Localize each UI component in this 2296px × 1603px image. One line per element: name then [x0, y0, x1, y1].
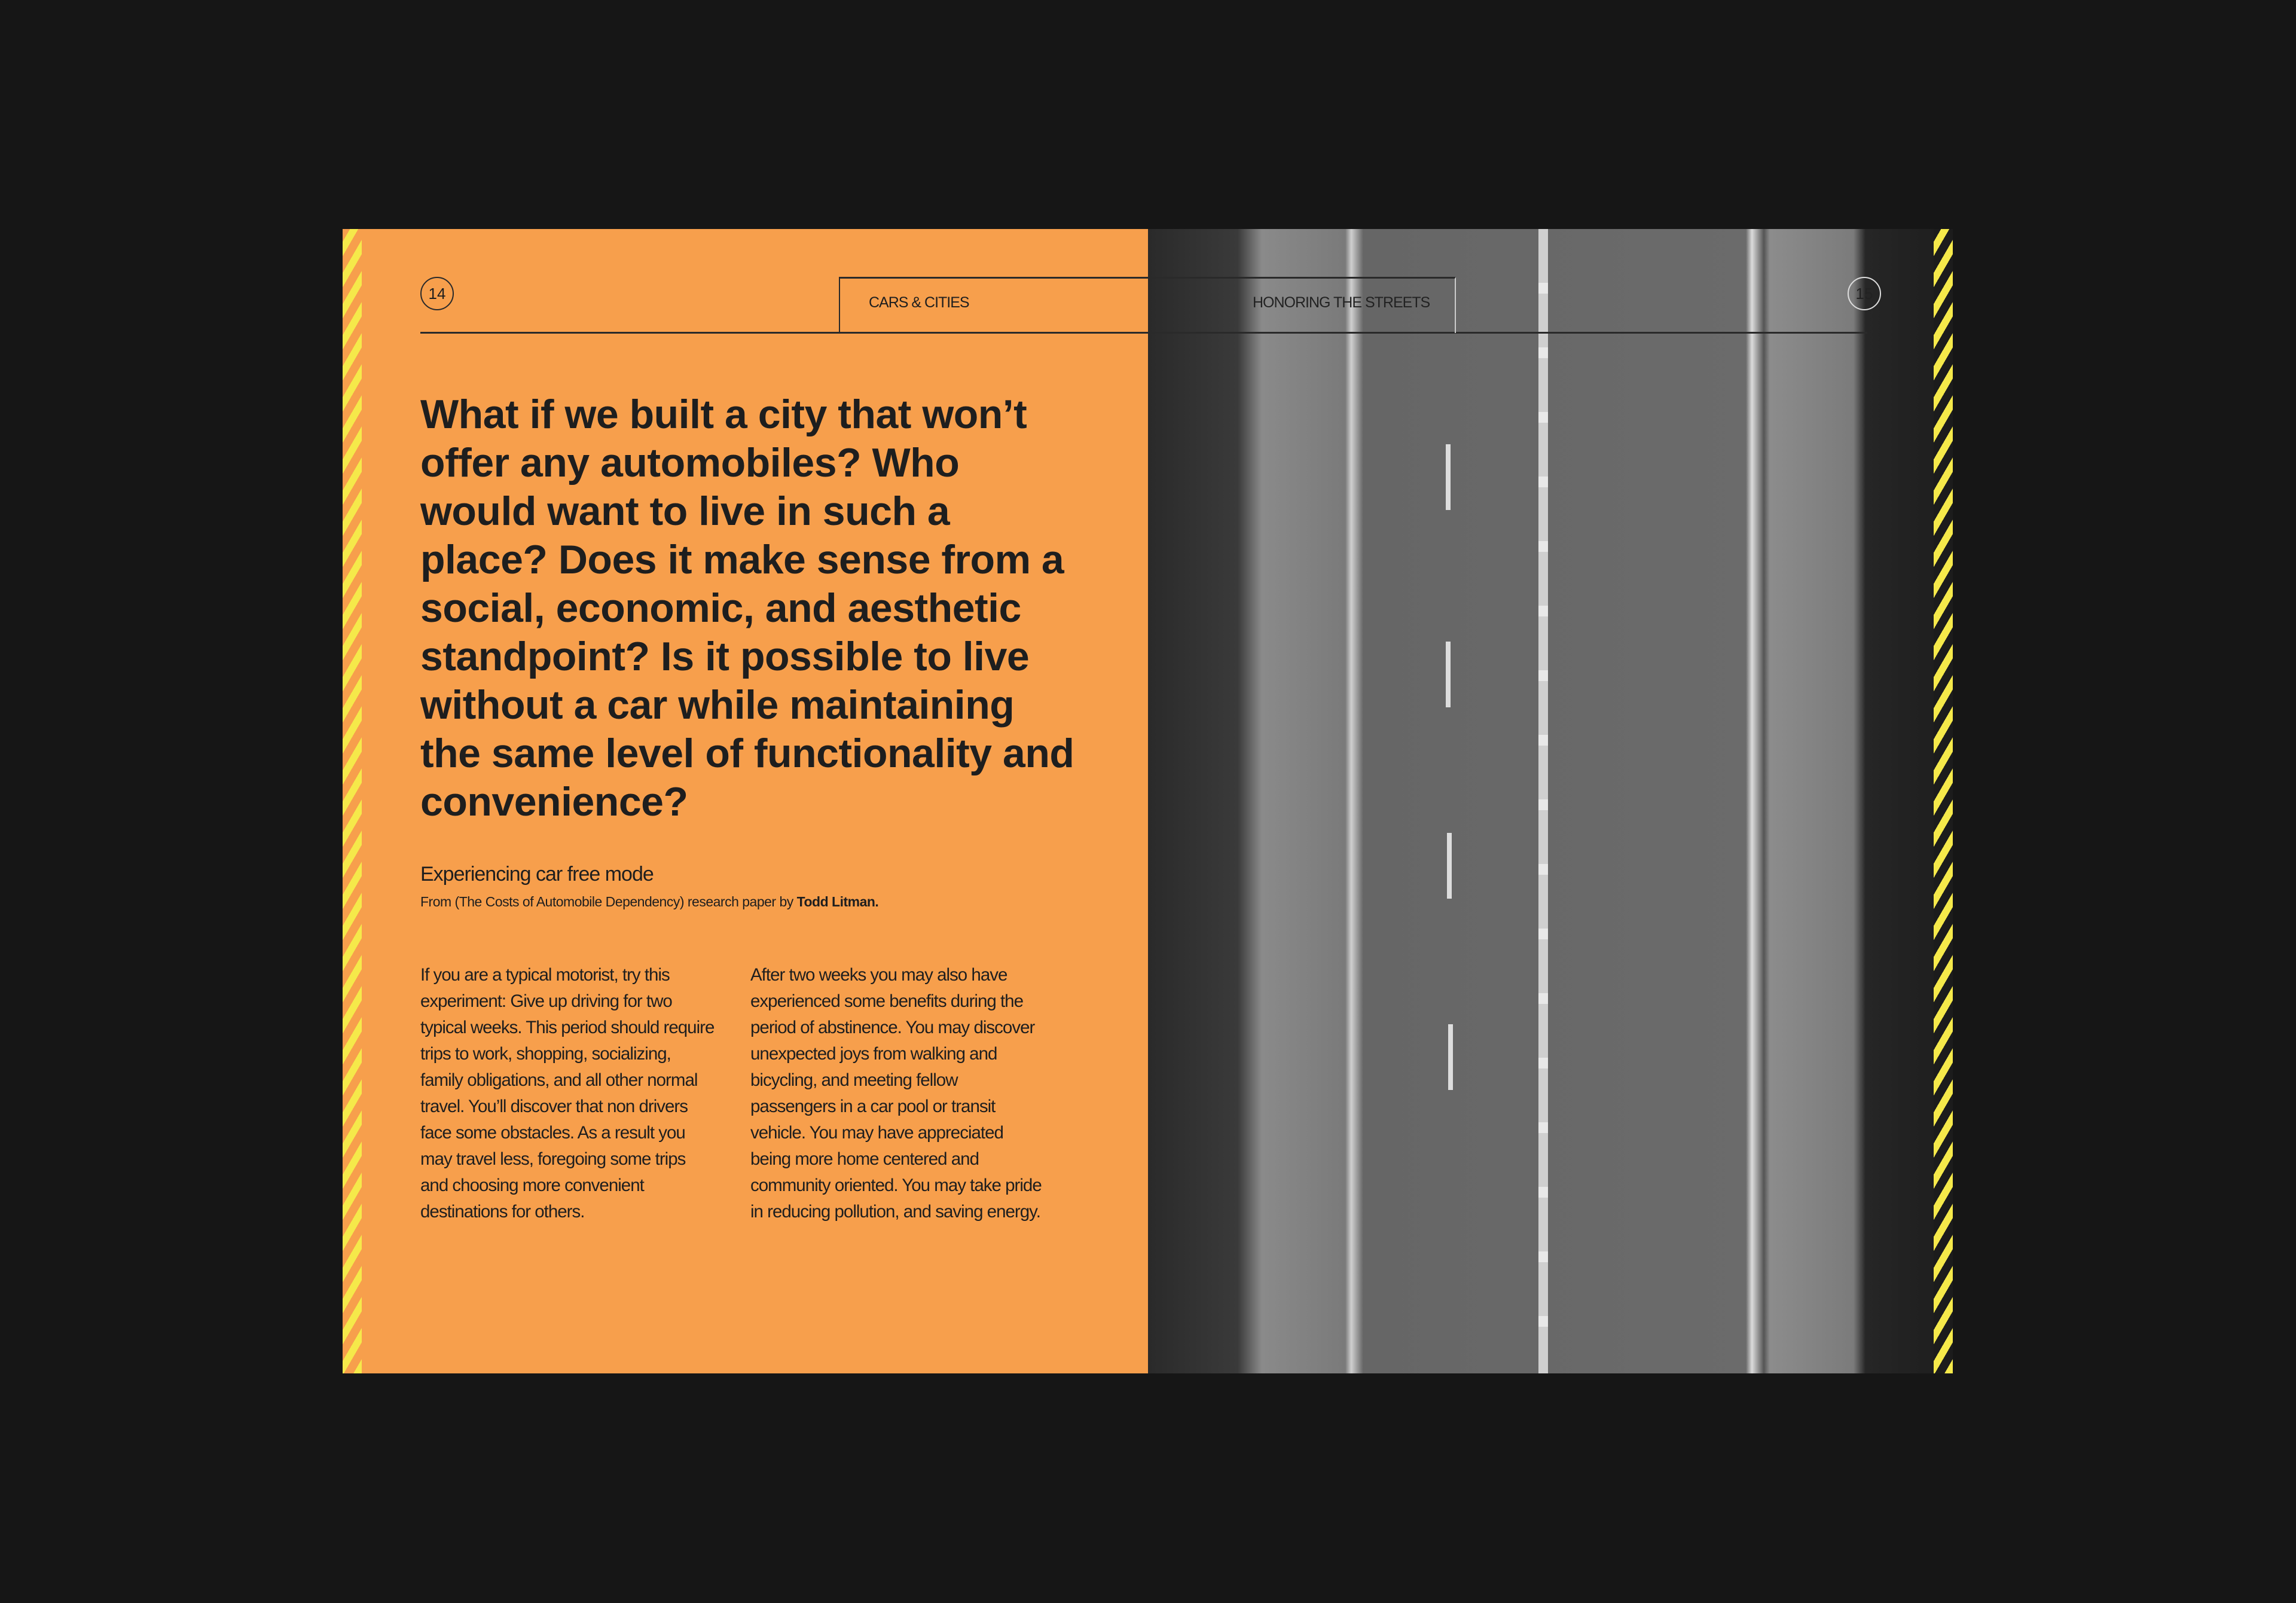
section-right: HONORING THE STREETS: [1253, 294, 1430, 311]
source-text: From (The Costs of Automobile Dependency) research paper by: [420, 894, 793, 909]
road-aerial-photo: [1148, 229, 1953, 1373]
bike-lane-divider: [1538, 229, 1548, 1373]
section-left: CARS & CITIES: [869, 294, 969, 311]
hazard-stripe-left: [343, 229, 362, 1373]
magazine-spread: [343, 229, 1953, 1373]
lane-dash: [1446, 444, 1451, 510]
hazard-stripe-right: [1934, 229, 1953, 1373]
running-header: [839, 277, 1456, 333]
lane-dash: [1447, 833, 1452, 899]
left-page: [343, 229, 1148, 1373]
headline: What if we built a city that won’t offer any automobiles? Who would want to live in such a place? Does it make sense from a social, economic, and aesthetic standpoint? Is it possible to live without a car while maintaining the same level of functionality and convenience?: [420, 392, 1074, 825]
page-number-right: 15: [1848, 277, 1881, 310]
page-number-left: 14: [420, 277, 454, 310]
lane-dash: [1448, 1024, 1453, 1090]
lane-dash: [1446, 642, 1451, 707]
subheading: Experiencing car free mode: [420, 863, 654, 886]
body-column-2: After two weeks you may also have experienced some benefits during the period of abstinence. You may discover unexpected joys from walking and bicycling, and meeting fellow passengers in a car pool or transit vehicle. You may have appreciated being more home centered and community oriented. You may take pride in reducing pollution, and saving energy.: [750, 965, 1042, 1222]
source-author: Todd Litman.: [796, 894, 879, 909]
source-credit: [420, 894, 878, 910]
body-column-1: If you are a typical motorist, try this experiment: Give up driving for two typical weeks. This period should require trips to work, shopping, socializing, family obligations, and all other normal travel. You’ll discover that non drivers face some obstacles. As a result you may travel less, foregoing some trips and choosing more convenient destinations for others.: [420, 965, 715, 1222]
